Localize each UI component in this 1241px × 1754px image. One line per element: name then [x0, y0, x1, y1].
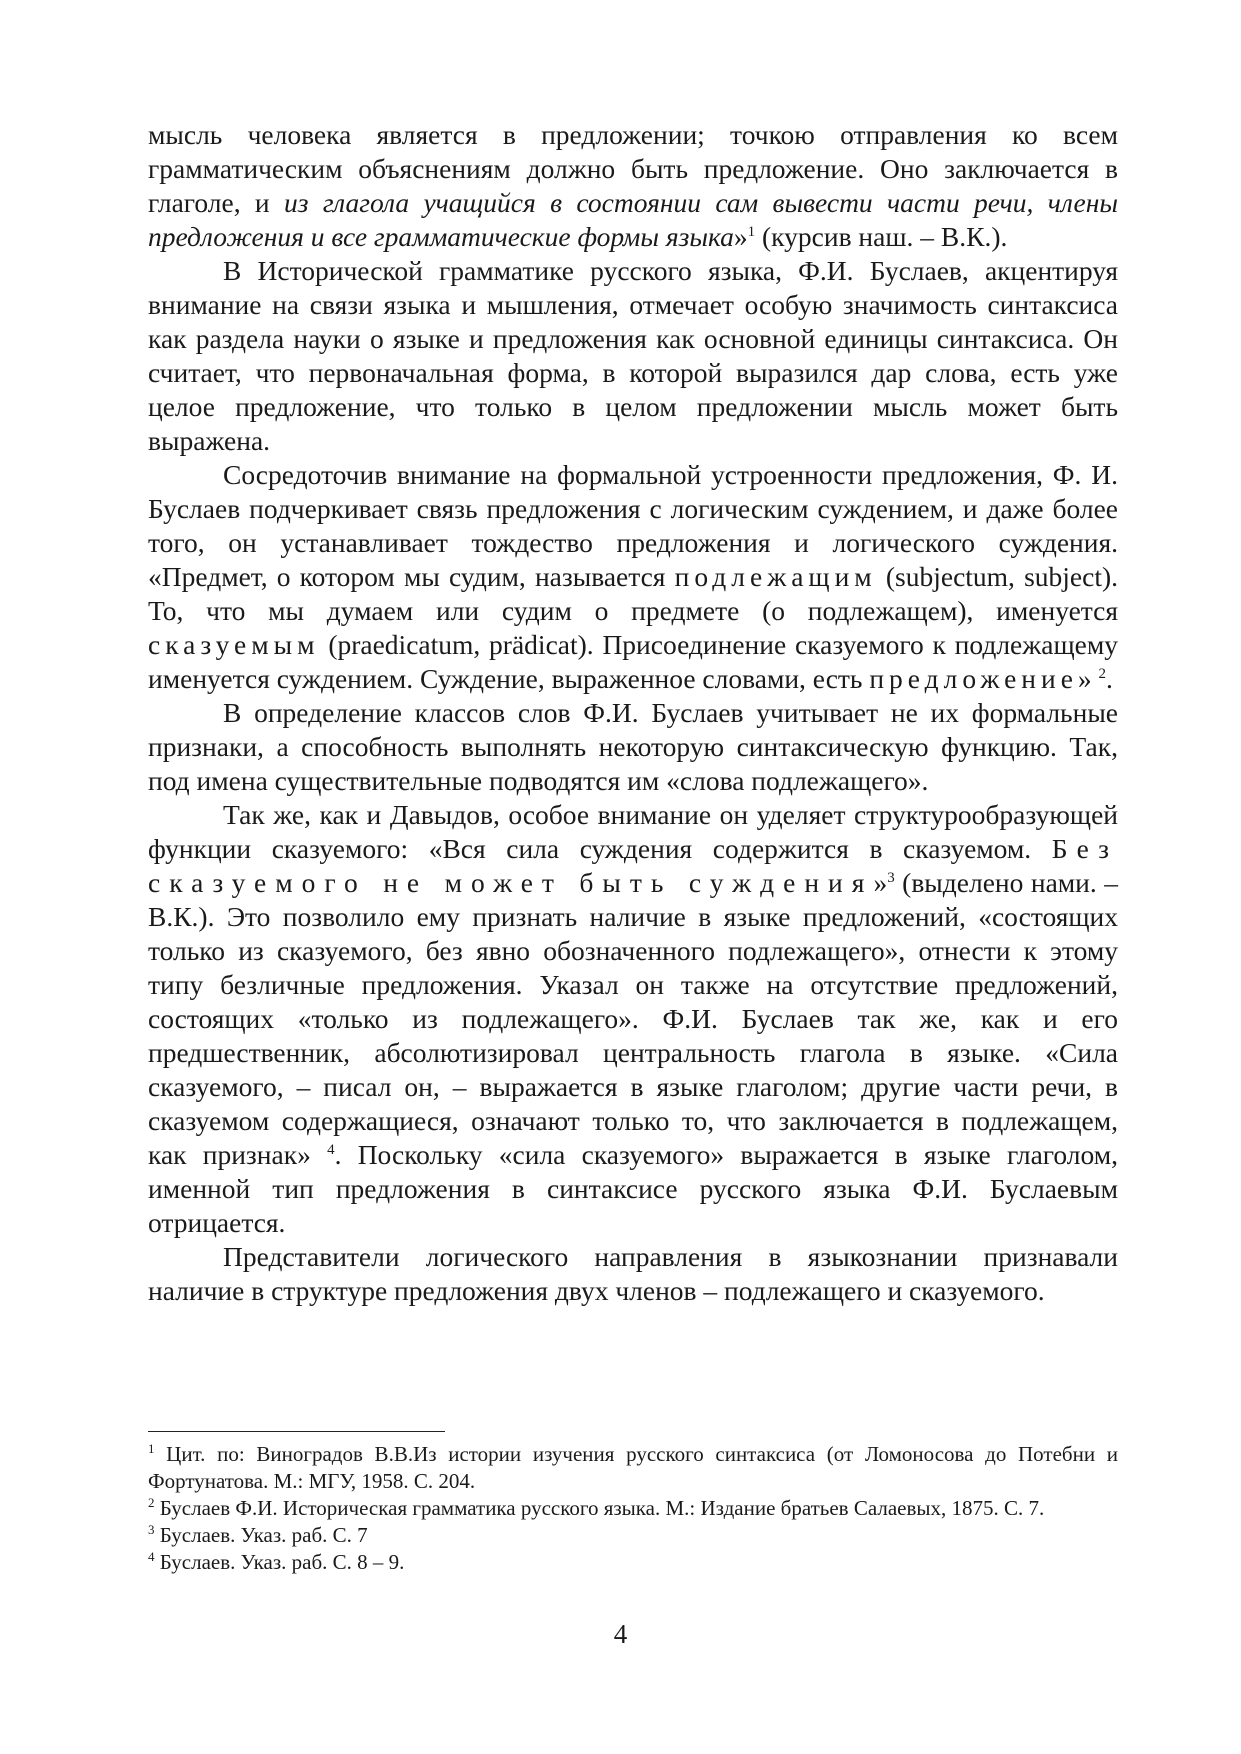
footnote-text: Буслаев. Указ. раб. С. 7 [154, 1523, 368, 1547]
paragraph-5-text-d: . Поскольку «сила сказуемого» выражается в языке глаголом, именной тип предложения в синтаксисе русского языка Ф.И. Буслаевым отрицается. [148, 1139, 1118, 1238]
footnote-separator [148, 1431, 445, 1432]
paragraph-3-text-c: (praedicatum, prädicat). Присоединение сказуемого к подлежащему именуется суждением. Суждение, выраженное словами, есть [148, 629, 1118, 694]
paragraph-3 [148, 458, 1118, 696]
paragraph-1-text-c: (курсив наш. – В.К.). [755, 221, 1008, 252]
paragraph-1-italic-quote: из глагола учащийся в состоянии сам вывести части речи, члены предложения и все грамматические формы языка [148, 187, 1118, 252]
paragraph-5-text-b: » [873, 867, 888, 898]
footnote-text: Цит. по: Виноградов В.В.Из истории изучения русского синтаксиса (от Ломоносова до Потебни и Фортунатова. М.: МГУ, 1958. С. 204. [148, 1442, 1118, 1493]
spaced-emphasis-quote: Без сказуемого не может быть суждения [148, 833, 1118, 898]
footnote-mark: 3 [148, 1522, 155, 1537]
footnote-1 [148, 1441, 1118, 1495]
page-body [148, 118, 1118, 1308]
paragraph-3-text-b: (subjectum, subject). То, что мы думаем или судим о предмете (о подлежащем), именуется [148, 561, 1118, 626]
footnote-ref-2[interactable]: 2 [1098, 665, 1107, 682]
footnote-ref-4[interactable]: 4 [327, 1141, 335, 1158]
paragraph-5-text-a: Так же, как и Давыдов, особое внимание он уделяет структурообразующей функции сказуемого: «Вся сила суждения содержится в сказуемом. [148, 799, 1118, 864]
paragraph-4: В определение классов слов Ф.И. Буслаев учитывает не их формальные признаки, а способность выполнять некоторую синтаксическую функцию. Так, под имена существительные подводятся им «слова подлежащего». [148, 697, 1118, 796]
footnote-ref-1[interactable]: 1 [747, 223, 756, 240]
paragraph-5 [148, 798, 1118, 1240]
spaced-term-skazuemym: сказуемым [148, 629, 320, 660]
paragraph-5-text-c: (выделено нами. – В.К.). Это позволило ему признать наличие в языке предложений, «состоящих только из сказуемого, без явно обозначенного подлежащего», отнести к этому типу безличные предложения. Указал он также на отсутствие предложений, состоящих «только из подлежащего». Ф.И. Буслаев так же, как и его предшественник, абсолютизировал центральность глагола в языке. «Сила сказуемого, – писал он, – выражается в языке глаголом; другие части речи, в сказуемом содержащиеся, означают только то, что заключается в подлежащем, как признак» [148, 867, 1118, 1170]
paragraph-1-text-a: мысль человека является в предложении; точкою отправления ко всем грамматическим объяснениям должно быть предложение. Оно заключается в глаголе, и [148, 119, 1118, 218]
main-text [148, 118, 1118, 1308]
footnote-3 [148, 1522, 1118, 1549]
footnote-text: Буслаев Ф.И. Историческая грамматика русского языка. М.: Издание братьев Салаевых, 1875. С. 7. [154, 1496, 1045, 1520]
paragraph-3-text-e: . [1106, 663, 1113, 694]
page-number: 4 [613, 1619, 628, 1649]
footnote-2 [148, 1495, 1118, 1522]
paragraph-3-text-a: Сосредоточив внимание на формальной устроенности предложения, Ф. И. Буслаев подчеркивает связь предложения с логическим суждением, и даже более того, он устанавливает тождество предложения и логического суждения. «Предмет, о котором мы судим, называется [148, 459, 1118, 592]
paragraph-1-text-b: » [733, 221, 748, 252]
spaced-term-predlozhenie: предложение [869, 663, 1078, 694]
footnote-mark: 2 [148, 1495, 155, 1510]
footnote-4 [148, 1549, 1118, 1576]
footnote-mark: 1 [148, 1441, 155, 1456]
footnote-text: Буслаев. Указ. раб. С. 8 – 9. [154, 1550, 405, 1574]
spaced-term-podlezhashchim: подлежащим [674, 561, 877, 592]
footnotes [148, 1441, 1118, 1576]
footnote-ref-3[interactable]: 3 [887, 869, 895, 886]
paragraph-1 [148, 118, 1118, 254]
paragraph-6: Представители логического направления в языкознании признавали наличие в структуре предложения двух членов – подлежащего и сказуемого. [148, 1241, 1118, 1306]
footnote-mark: 4 [148, 1549, 155, 1564]
paragraph-2: В Исторической грамматике русского языка, Ф.И. Буслаев, акцентируя внимание на связи языка и мышления, отмечает особую значимость синтаксиса как раздела науки о языке и предложения как основной единицы синтаксиса. Он считает, что первоначальная форма, в которой выразился дар слова, есть уже целое предложение, что только в целом предложении мысль может быть выражена. [148, 255, 1118, 456]
paragraph-3-text-d: » [1077, 663, 1099, 694]
